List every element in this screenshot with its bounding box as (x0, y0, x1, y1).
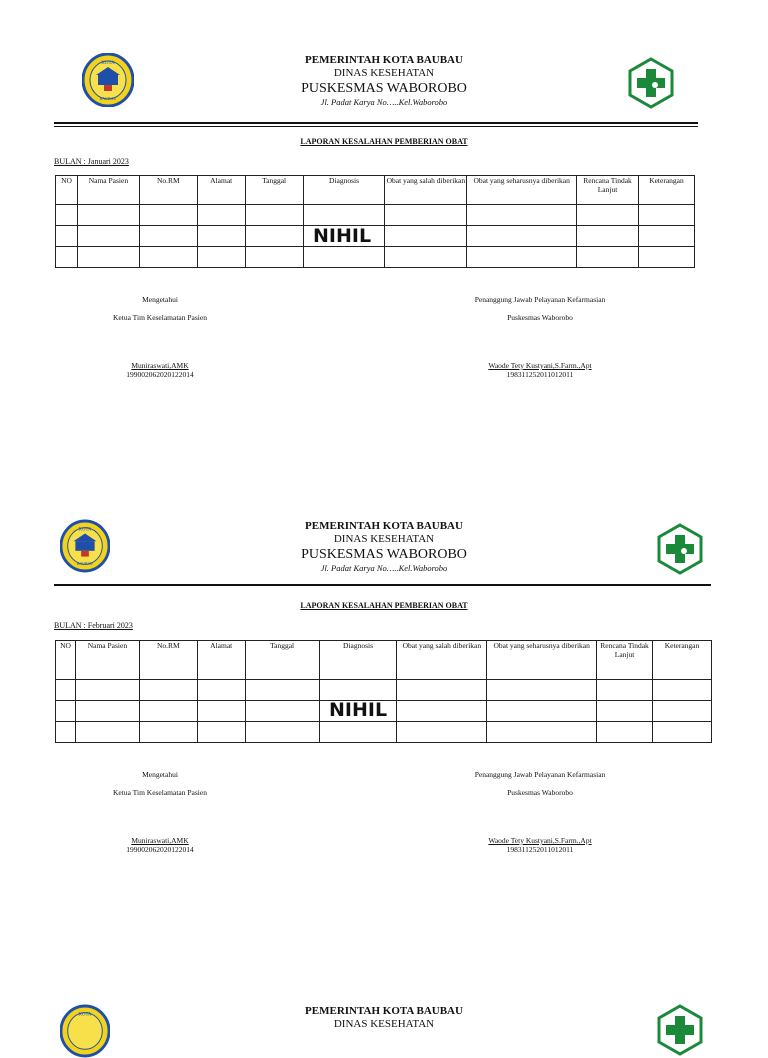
sig-title: Puskesmas Waborobo (507, 313, 573, 322)
svg-text:KOTA: KOTA (78, 527, 92, 533)
government-title: PEMERINTAH KOTA BAUBAU (305, 520, 463, 532)
clinic-title: PUSKESMAS WABOROBO (301, 547, 467, 562)
column-header: Tanggal (245, 176, 303, 205)
column-header: Keterangan (653, 641, 712, 680)
report-title: LAPORAN KESALAHAN PEMBERIAN OBAT (300, 601, 468, 610)
sig-nip: 199002062020122014 (126, 845, 194, 854)
column-header: Keterangan (638, 176, 694, 205)
column-header: Alamat (197, 176, 245, 205)
government-title: PEMERINTAH KOTA BAUBAU (305, 54, 463, 66)
nihil-stamp: NIHIL (329, 699, 388, 721)
health-cross-logo (656, 1004, 704, 1056)
column-header: Diagnosis (319, 641, 397, 680)
sig-name: Muniraswati,AMK (131, 836, 189, 845)
sig-label: Penanggung Jawab Pelayanan Kefarmasian (474, 295, 606, 304)
department-title: DINAS KESEHATAN (333, 67, 435, 79)
column-header: Rencana Tindak Lanjut (597, 641, 653, 680)
column-header: Obat yang salah diberikan (397, 641, 487, 680)
column-header: NO (56, 641, 76, 680)
sig-title: Ketua Tim Keselamatan Pasien (113, 313, 207, 322)
sig-nip: 199002062020122014 (126, 370, 194, 379)
column-header: Obat yang salah diberikan (385, 176, 467, 205)
column-header: Diagnosis (303, 176, 385, 205)
svg-text:KOTA: KOTA (78, 1012, 92, 1018)
column-header: Obat yang seharusnya diberikan (467, 176, 577, 205)
clinic-address: Jl. Padat Karya No…..Kel.Waborobo (320, 563, 448, 573)
column-header: No.RM (139, 176, 197, 205)
column-header: Tanggal (245, 641, 319, 680)
sig-label: Mengetahui (142, 770, 178, 779)
report-title: LAPORAN KESALAHAN PEMBERIAN OBAT (300, 137, 468, 146)
department-title: DINAS KESEHATAN (333, 533, 435, 545)
nihil-stamp: NIHIL (313, 225, 372, 247)
column-header: Alamat (197, 641, 245, 680)
sig-title: Puskesmas Waborobo (507, 788, 573, 797)
column-header: Nama Pasien (75, 641, 139, 680)
column-header: No.RM (139, 641, 197, 680)
column-header: NO (56, 176, 78, 205)
clinic-title: PUSKESMAS WABOROBO (301, 81, 467, 96)
sig-nip: 198311252011012011 (506, 845, 574, 854)
sig-name: Muniraswati,AMK (131, 361, 189, 370)
clinic-address: Jl. Padat Karya No…..Kel.Waborobo (320, 97, 448, 107)
sig-label: Penanggung Jawab Pelayanan Kefarmasian (474, 770, 606, 779)
government-title: PEMERINTAH KOTA BAUBAU (305, 1005, 463, 1017)
column-header: Nama Pasien (77, 176, 139, 205)
column-header: Obat yang seharusnya diberikan (487, 641, 597, 680)
department-title: DINAS KESEHATAN (333, 1018, 435, 1030)
sig-title: Ketua Tim Keselamatan Pasien (113, 788, 207, 797)
svg-text:BAUBAU: BAUBAU (76, 562, 94, 567)
svg-text:BAUBAU: BAUBAU (99, 96, 117, 101)
sig-name: Waode Tety Kustyani,S.Farm.,Apt (488, 361, 592, 370)
report-month: BULAN : Februari 2023 (54, 621, 133, 630)
svg-text:KOTA: KOTA (101, 61, 115, 66)
sig-label: Mengetahui (142, 295, 178, 304)
report-month: BULAN : Januari 2023 (54, 157, 129, 166)
column-header: Rencana Tindak Lanjut (577, 176, 639, 205)
sig-nip: 198311252011012011 (506, 370, 574, 379)
sig-name: Waode Tety Kustyani,S.Farm.,Apt (488, 836, 592, 845)
